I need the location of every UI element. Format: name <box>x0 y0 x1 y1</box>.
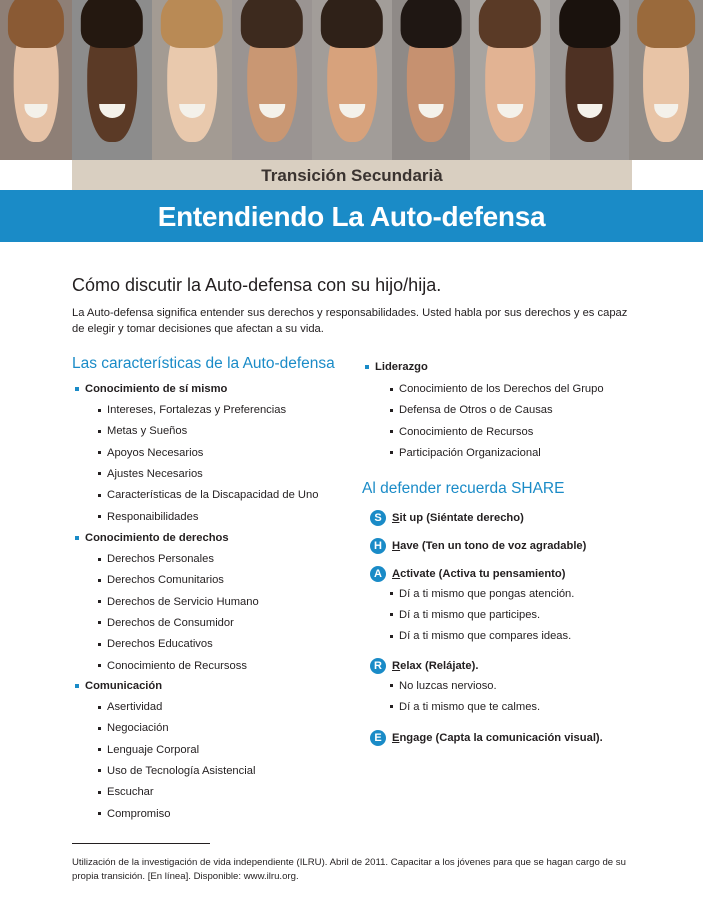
letter-badge: A <box>370 566 386 582</box>
category-label: Comunicación <box>75 680 162 692</box>
footnote: Utilización de la investigación de vida independiente (ILRU). Abril de 2011. Capacitar a los jóvenes para que se hagan cargo de su propia transición. [En línea]. Disponible: www.ilru.org. <box>72 857 626 882</box>
list-item: Conocimiento de Recursoss <box>98 660 247 672</box>
share-sub-item: No luzcas nervioso. <box>390 680 497 692</box>
list-item: Uso de Tecnología Asistencial <box>98 765 255 777</box>
share-heading: Al defender recuerda SHARE <box>362 480 565 497</box>
teen-portrait-photo <box>72 0 152 160</box>
list-item: Responaibilidades <box>98 511 198 523</box>
portrait-hair <box>8 0 64 48</box>
step-description: (Ten un tono de voz agradable) <box>421 540 587 552</box>
portrait-hair <box>559 0 621 48</box>
step-description: (Relájate). <box>424 660 479 672</box>
share-sub-item: Dí a ti mismo que participes. <box>390 609 540 621</box>
share-step <box>370 730 603 746</box>
step-lead-letter: E <box>392 732 400 744</box>
step-description: (Capta la comunicación visual). <box>435 732 603 744</box>
letter-badge: R <box>370 658 386 674</box>
share-step <box>370 658 478 674</box>
teen-portrait-photo <box>629 0 703 160</box>
intro-heading: Cómo discutir la Auto-defensa con su hijo/hija. <box>72 275 442 295</box>
portrait-hair <box>161 0 223 48</box>
category-label: Conocimiento de derechos <box>75 532 229 544</box>
step-word: ngage <box>399 732 433 744</box>
portrait-hair <box>401 0 462 48</box>
list-item: Negociación <box>98 722 169 734</box>
letter-badge: S <box>370 510 386 526</box>
teen-portrait-photo <box>312 0 392 160</box>
header-photo-strip <box>0 0 703 160</box>
teen-portrait-photo <box>392 0 470 160</box>
share-sub-item: Dí a ti mismo que pongas atención. <box>390 588 574 600</box>
page-title: Entendiendo La Auto-defensa <box>157 201 546 232</box>
characteristics-heading: Las características de la Auto-defensa <box>72 355 335 372</box>
list-item: Asertividad <box>98 701 162 713</box>
list-item: Conocimiento de Recursos <box>390 426 533 438</box>
footnote-divider <box>72 843 210 844</box>
step-description: (Siéntate derecho) <box>426 512 524 524</box>
teen-portrait-photo <box>470 0 550 160</box>
letter-badge: H <box>370 538 386 554</box>
list-item: Derechos de Consumidor <box>98 617 234 629</box>
step-lead-letter: H <box>392 540 401 552</box>
list-item: Lenguaje Corporal <box>98 744 199 756</box>
list-item: Escuchar <box>98 786 154 798</box>
step-description: (Activa tu pensamiento) <box>438 568 566 580</box>
share-step <box>370 566 565 582</box>
intro-text: La Auto-defensa significa entender sus derechos y responsabilidades. Usted habla por sus derechos y es capaz de elegir y tomar decisiones que afectan a su vida. <box>72 307 628 335</box>
title-bar <box>0 190 703 242</box>
share-sub-item: Dí a ti mismo que compares ideas. <box>390 630 571 642</box>
list-item: Derechos Personales <box>98 553 214 565</box>
share-sub-item: Dí a ti mismo que te calmes. <box>390 701 540 713</box>
category-label: Liderazgo <box>365 361 428 373</box>
program-label: Transición Secundarià <box>261 166 443 185</box>
list-item: Derechos Educativos <box>98 638 213 650</box>
list-item: Conocimiento de los Derechos del Grupo <box>390 383 604 395</box>
list-item: Derechos Comunitarios <box>98 574 224 586</box>
share-step <box>370 538 586 554</box>
list-item: Intereses, Fortalezas y Preferencias <box>98 404 286 416</box>
portrait-hair <box>241 0 303 48</box>
list-item: Características de la Discapacidad de Uno <box>98 489 318 501</box>
step-word: it up <box>399 512 424 524</box>
teen-portrait-photo <box>232 0 312 160</box>
letter-badge: E <box>370 730 386 746</box>
list-item: Ajustes Necesarios <box>98 468 203 480</box>
portrait-hair <box>321 0 383 48</box>
list-item: Defensa de Otros o de Causas <box>390 404 553 416</box>
share-step <box>370 510 524 526</box>
list-item: Metas y Sueños <box>98 425 187 437</box>
step-lead-letter: S <box>392 512 400 524</box>
list-item: Apoyos Necesarios <box>98 447 203 459</box>
step-word: elax <box>400 660 422 672</box>
list-item: Participación Organizacional <box>390 447 541 459</box>
teen-portrait-photo <box>0 0 72 160</box>
step-lead-letter: A <box>392 568 401 580</box>
step-word: ctivate <box>400 568 436 580</box>
portrait-hair <box>637 0 695 48</box>
teen-portrait-photo <box>550 0 629 160</box>
program-band <box>72 160 632 190</box>
portrait-hair <box>479 0 541 48</box>
step-lead-letter: R <box>392 660 401 672</box>
teen-portrait-photo <box>152 0 232 160</box>
list-item: Compromiso <box>98 808 170 820</box>
step-word: ave <box>400 540 419 552</box>
category-label: Conocimiento de sí mismo <box>75 383 227 395</box>
list-item: Derechos de Servicio Humano <box>98 596 259 608</box>
portrait-hair <box>81 0 143 48</box>
